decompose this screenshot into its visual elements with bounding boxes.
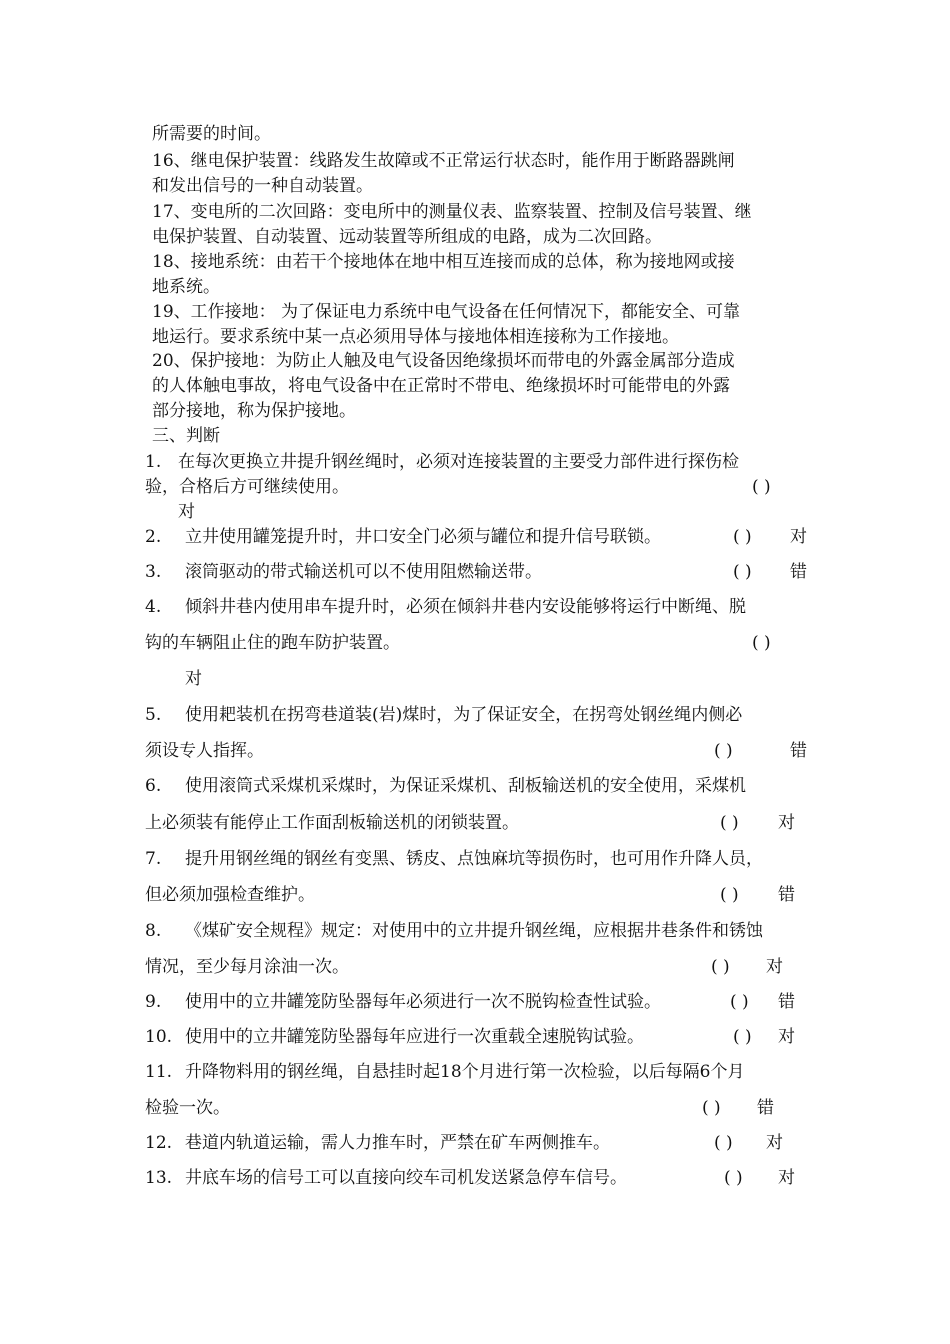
question-text: 滚筒驱动的带式输送机可以不使用阻燃输送带。 [185, 562, 542, 582]
question-text: 立井使用罐笼提升时，井口安全门必须与罐位和提升信号联锁。 [185, 527, 661, 547]
question-number: 5. [145, 705, 162, 725]
answer-mark: 对 [778, 813, 795, 833]
answer-mark: 对 [766, 1133, 783, 1153]
question-text: 使用中的立井罐笼防坠器每年应进行一次重载全速脱钩试验。 [185, 1027, 644, 1047]
question-text: 检验一次。 [145, 1098, 230, 1118]
definition-line: 和发出信号的一种自动装置。 [152, 176, 373, 196]
question-number: 11. [145, 1062, 173, 1082]
answer-mark: 对 [766, 957, 783, 977]
answer-bracket: ( ) [752, 633, 771, 653]
question-number: 4. [145, 597, 162, 617]
definition-line: 的人体触电事故，将电气设备中在正常时不带电、绝缘损坏时可能带电的外露 [152, 376, 730, 396]
answer-mark: 对 [790, 527, 807, 547]
definition-line: 所需要的时间。 [152, 124, 271, 144]
question-text: 升降物料用的钢丝绳，自悬挂时起18个月进行第一次检验，以后每隔6个月 [185, 1062, 745, 1082]
definition-line: 17、变电所的二次回路：变电所中的测量仪表、监察装置、控制及信号装置、继 [152, 202, 752, 222]
question-text: 上必须装有能停止工作面刮板输送机的闭锁装置。 [145, 813, 519, 833]
definition-line: 地运行。要求系统中某一点必须用导体与接地体相连接称为工作接地。 [152, 327, 679, 347]
question-text: 钩的车辆阻止住的跑车防护装置。 [145, 633, 400, 653]
answer-bracket: ( ) [752, 477, 771, 497]
question-number: 2. [145, 527, 162, 547]
answer-bracket: ( ) [733, 527, 752, 547]
answer-mark: 对 [185, 669, 202, 689]
answer-bracket: ( ) [730, 992, 749, 1012]
answer-mark: 对 [778, 1027, 795, 1047]
answer-mark: 错 [778, 992, 795, 1012]
question-text: 验，合格后方可继续使用。 [145, 477, 349, 497]
answer-bracket: ( ) [724, 1168, 743, 1188]
question-text: 须设专人指挥。 [145, 741, 264, 761]
definition-line: 16、继电保护装置：线路发生故障或不正常运行状态时，能作用于断路器跳闸 [152, 151, 735, 171]
question-number: 13. [145, 1168, 173, 1188]
question-text: 使用中的立井罐笼防坠器每年必须进行一次不脱钩检查性试验。 [185, 992, 661, 1012]
question-number: 10. [145, 1027, 173, 1047]
question-number: 9. [145, 992, 162, 1012]
definition-line: 20、保护接地：为防止人触及电气设备因绝缘损坏而带电的外露金属部分造成 [152, 351, 735, 371]
question-number: 12. [145, 1133, 173, 1153]
question-text: 井底车场的信号工可以直接向绞车司机发送紧急停车信号。 [185, 1168, 627, 1188]
question-number: 7. [145, 849, 162, 869]
answer-mark: 错 [778, 885, 795, 905]
section-title: 三、判断 [152, 426, 220, 446]
question-number: 3. [145, 562, 162, 582]
question-text: 情况，至少每月涂油一次。 [145, 957, 349, 977]
question-text: 但必须加强检查维护。 [145, 885, 315, 905]
answer-bracket: ( ) [714, 1133, 733, 1153]
question-text: 提升用钢丝绳的钢丝有变黑、锈皮、点蚀麻坑等损伤时，也可用作升降人员， [185, 849, 763, 869]
answer-bracket: ( ) [714, 741, 733, 761]
question-text: 在每次更换立井提升钢丝绳时，必须对连接装置的主要受力部件进行探伤检 [178, 452, 739, 472]
question-number: 8. [145, 921, 162, 941]
answer-bracket: ( ) [733, 562, 752, 582]
answer-bracket: ( ) [733, 1027, 752, 1047]
question-text: 使用耙装机在拐弯巷道装(岩)煤时，为了保证安全，在拐弯处钢丝绳内侧必 [185, 705, 743, 725]
answer-mark: 错 [790, 741, 807, 761]
answer-bracket: ( ) [711, 957, 730, 977]
question-text: 使用滚筒式采煤机采煤时，为保证采煤机、刮板输送机的安全使用，采煤机 [185, 776, 746, 796]
definition-line: 18、接地系统：由若干个接地体在地中相互连接而成的总体，称为接地网或接 [152, 252, 735, 272]
definition-line: 电保护装置、自动装置、远动装置等所组成的电路，成为二次回路。 [152, 227, 662, 247]
definition-line: 部分接地，称为保护接地。 [152, 401, 356, 421]
question-text: 《煤矿安全规程》规定：对使用中的立井提升钢丝绳，应根据井巷条件和锈蚀 [185, 921, 763, 941]
answer-bracket: ( ) [702, 1098, 721, 1118]
answer-mark: 错 [757, 1098, 774, 1118]
question-text: 倾斜井巷内使用串车提升时，必须在倾斜井巷内安设能够将运行中断绳、脱 [185, 597, 746, 617]
answer-mark: 错 [790, 562, 807, 582]
answer-mark: 对 [778, 1168, 795, 1188]
answer-mark: 对 [178, 502, 195, 522]
question-number: 1. [145, 452, 162, 472]
question-number: 6. [145, 776, 162, 796]
question-text: 巷道内轨道运输，需人力推车时，严禁在矿车两侧推车。 [185, 1133, 610, 1153]
answer-bracket: ( ) [720, 885, 739, 905]
definition-line: 19、工作接地： 为了保证电力系统中电气设备在任何情况下，都能安全、可靠 [152, 302, 741, 322]
definition-line: 地系统。 [152, 277, 220, 297]
answer-bracket: ( ) [720, 813, 739, 833]
